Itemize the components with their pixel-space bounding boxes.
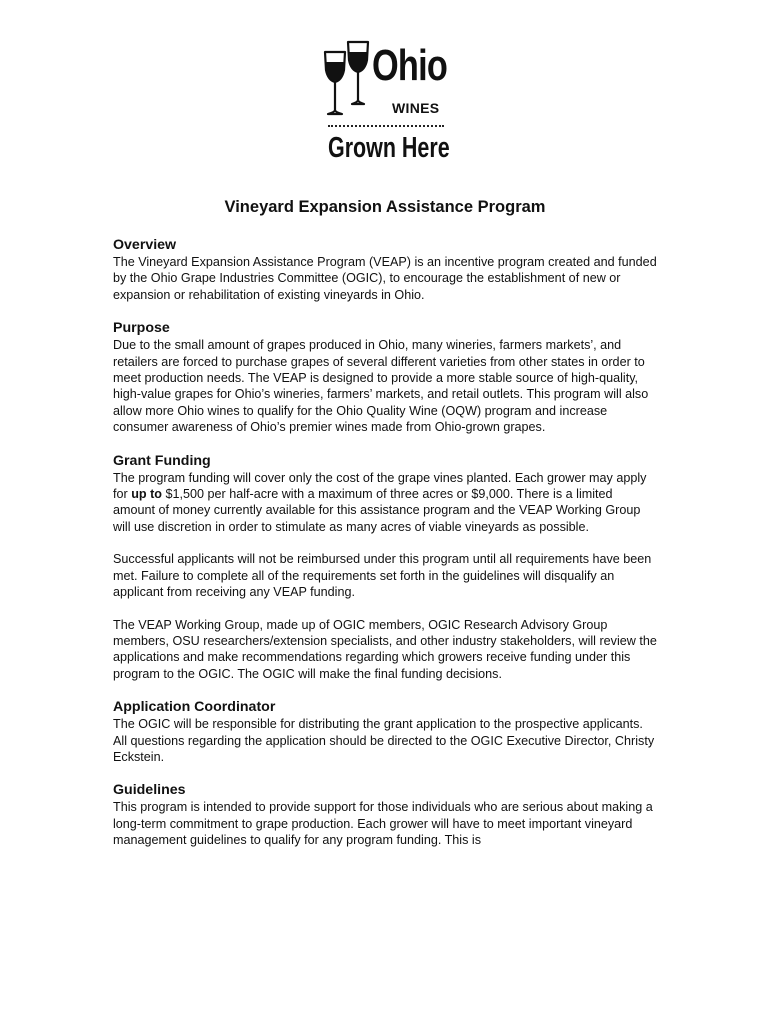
ohio-wines-logo: [322, 38, 450, 168]
document-title: Vineyard Expansion Assistance Program: [224, 198, 546, 216]
section-purpose: [113, 319, 658, 435]
logo-brand-text: Ohio: [372, 41, 448, 90]
logo-dotted-divider: [328, 125, 444, 127]
text-run: The program funding will cover only the cost of the grape vines planted. Each grower may apply for: [113, 470, 647, 502]
section-heading: Overview: [113, 237, 177, 253]
text-run: $1,500 per half-acre with a maximum of three acres or $9,000. There is a limited amount of money currently available for this assistance program and the VEAP Working Group will use discretion in order to stimulate as many acres of viable vineyards as possible.: [113, 487, 641, 534]
section-guidelines: [113, 781, 658, 848]
paragraph: Due to the small amount of grapes produced in Ohio, many wineries, farmers markets’, and retailers are forced to purchase grapes of several different varieties from other states in order to meet production needs. The VEAP is designed to provide a more stable source of high-quality, high-value grapes for Ohio’s wineries, farmers’ markets, and retail outlets. This program will also allow more Ohio wines to qualify for the Ohio Quality Wine (OQW) program and increase consumer awareness of Ohio’s premier wines made from Ohio-grown grapes.: [113, 338, 649, 435]
paragraph: The Vineyard Expansion Assistance Program (VEAP) is an incentive program created and funded by the Ohio Grape Industries Committee (OGIC), to encourage the establishment of new or expansion or rehabilitation of existing vineyards in Ohio.: [113, 255, 657, 302]
paragraph: [113, 470, 658, 536]
section-heading: Guidelines: [113, 782, 186, 799]
section-heading: Grant Funding: [113, 452, 211, 469]
section-application-coordinator: [113, 698, 658, 765]
paragraph: This program is intended to provide support for those individuals who are serious about making a long-term commitment to grape production. Each grower will have to meet important vineyard management guidelines to qualify for any program funding. This is: [113, 800, 653, 848]
wine-glasses-icon: [322, 38, 374, 118]
section-grant-funding: [113, 452, 658, 682]
document-body: [113, 236, 658, 865]
section-heading: Application Coordinator: [113, 699, 276, 716]
paragraph: Successful applicants will not be reimbursed under this program until all requirements have been met. Failure to complete all of the requirements set forth in the guidelines will disqualify an applicant from receiving any VEAP funding.: [113, 552, 652, 600]
emphasis-text: up to: [131, 487, 162, 502]
paragraph: The VEAP Working Group, made up of OGIC members, OGIC Research Advisory Group members, OSU researchers/extension specialists, and other industry stakeholders, will review the applications and make recommendations regarding which growers receive funding under this program to the OGIC. The OGIC will make the final funding decisions.: [113, 617, 657, 681]
logo-sub-text: WINES: [392, 100, 440, 116]
section-overview: [113, 236, 658, 303]
logo-tagline: Grown Here: [328, 132, 450, 164]
paragraph: The OGIC will be responsible for distributing the grant application to the prospective applicants. All questions regarding the application should be directed to the OGIC Executive Director, Christy Eckstein.: [113, 717, 655, 764]
section-heading: Purpose: [113, 320, 170, 337]
